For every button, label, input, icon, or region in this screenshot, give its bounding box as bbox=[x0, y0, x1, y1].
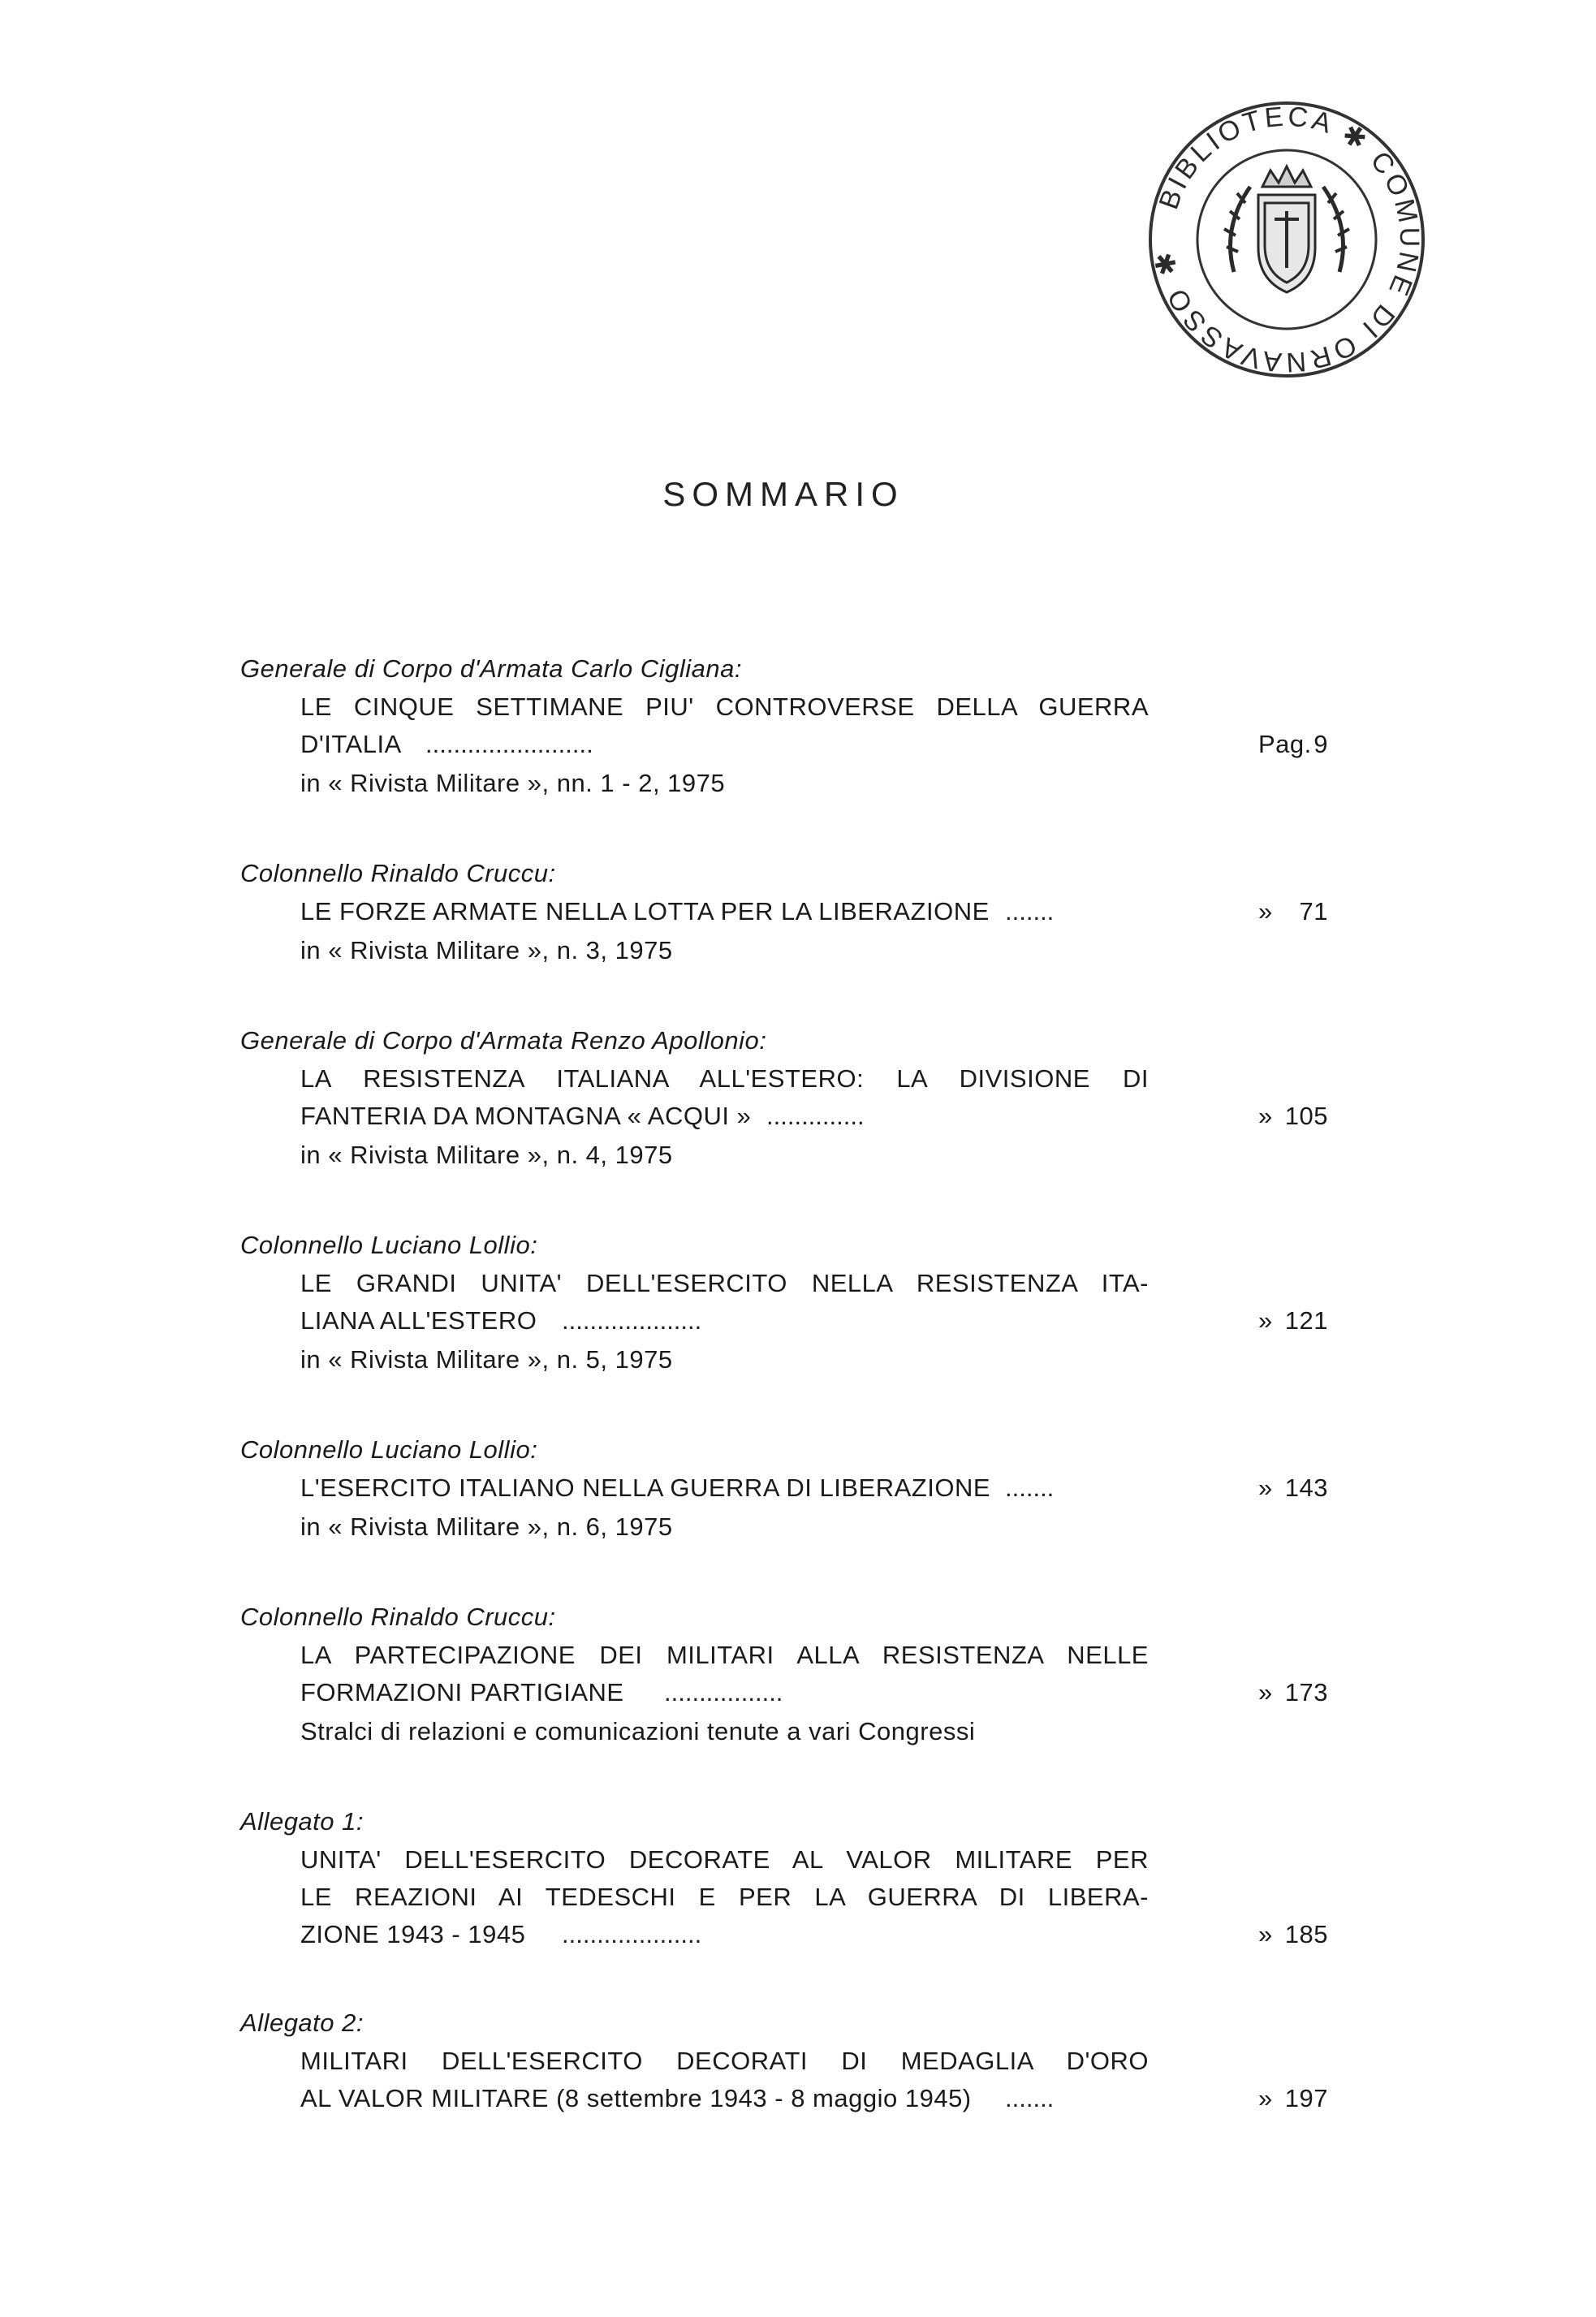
toc-entry bbox=[240, 854, 1328, 971]
page-marker: Pag. bbox=[1258, 730, 1312, 758]
entry-author: Generale di Corpo d'Armata Carlo Cigliana: bbox=[240, 654, 742, 683]
entry-title-text: ZIONE 1943 - 1945 bbox=[300, 1920, 526, 1948]
dot-leader: ....... bbox=[1005, 2084, 1055, 2112]
entry-title-line: LA RESISTENZA ITALIANA ALL'ESTERO: LA DIVISIONE DI bbox=[300, 1064, 1149, 1093]
entry-title-last-line bbox=[300, 1469, 1328, 1507]
entry-source: Stralci di relazioni e comunicazioni tenute a vari Congressi bbox=[300, 1717, 976, 1745]
page-marker: » bbox=[1258, 1473, 1273, 1502]
entry-title-text: LE FORZE ARMATE NELLA LOTTA PER LA LIBERAZIONE bbox=[300, 897, 990, 926]
entry-title-line: LE REAZIONI AI TEDESCHI E PER LA GUERRA DI LIBERA- bbox=[300, 1883, 1149, 1911]
toc-entry bbox=[240, 2004, 1328, 2117]
entry-author: Generale di Corpo d'Armata Renzo Apollonio: bbox=[240, 1026, 767, 1055]
entry-title-line: LE CINQUE SETTIMANE PIU' CONTROVERSE DELLA GUERRA bbox=[300, 693, 1149, 721]
coat-of-arms-icon bbox=[1224, 166, 1349, 292]
entry-author: Allegato 2: bbox=[240, 2008, 364, 2037]
dot-leader: .................... bbox=[562, 1920, 702, 1948]
page-marker: » bbox=[1258, 1102, 1273, 1130]
entry-source: in « Rivista Militare », n. 3, 1975 bbox=[300, 936, 673, 964]
toc-entry bbox=[240, 1226, 1328, 1380]
dot-leader: ....... bbox=[1005, 1473, 1055, 1502]
entry-title-last-line bbox=[300, 1916, 1328, 1953]
page-marker: » bbox=[1258, 1920, 1273, 1948]
table-of-contents bbox=[240, 649, 1328, 2168]
entry-title-last-line bbox=[300, 1302, 1328, 1340]
dot-leader: .................... bbox=[562, 1306, 702, 1335]
entry-title-line: MILITARI DELL'ESERCITO DECORATI DI MEDAGLIA D'ORO bbox=[300, 2047, 1149, 2075]
toc-entry bbox=[240, 1430, 1328, 1547]
page-number: 71 bbox=[1299, 897, 1328, 926]
entry-title-text: AL VALOR MILITARE (8 settembre 1943 - 8 maggio 1945) bbox=[300, 2084, 972, 2112]
dot-leader: ........................ bbox=[425, 730, 593, 758]
dot-leader: ................. bbox=[664, 1678, 783, 1706]
entry-author: Colonnello Luciano Lollio: bbox=[240, 1435, 538, 1464]
page-number: 9 bbox=[1313, 730, 1328, 758]
toc-entry bbox=[240, 649, 1328, 804]
entry-title-line: UNITA' DELL'ESERCITO DECORATE AL VALOR MILITARE PER bbox=[300, 1845, 1149, 1874]
entry-title-last-line bbox=[300, 1098, 1328, 1135]
page-number: 197 bbox=[1284, 2084, 1328, 2112]
page-number: 121 bbox=[1284, 1306, 1328, 1335]
toc-entry bbox=[240, 1598, 1328, 1752]
page-marker: » bbox=[1258, 1306, 1273, 1335]
entry-title-text: D'ITALIA bbox=[300, 730, 402, 758]
entry-title-text: L'ESERCITO ITALIANO NELLA GUERRA DI LIBERAZIONE bbox=[300, 1473, 991, 1502]
entry-author: Colonnello Rinaldo Cruccu: bbox=[240, 859, 556, 887]
page-number: 173 bbox=[1284, 1678, 1328, 1706]
page-title: SOMMARIO bbox=[662, 475, 904, 513]
dot-leader: .............. bbox=[766, 1102, 865, 1130]
toc-entry bbox=[240, 1802, 1328, 1953]
entry-title-text: LIANA ALL'ESTERO bbox=[300, 1306, 537, 1335]
entry-title-last-line bbox=[300, 1674, 1328, 1711]
entry-source: in « Rivista Militare », n. 6, 1975 bbox=[300, 1512, 673, 1541]
page-number: 105 bbox=[1284, 1102, 1328, 1130]
entry-source: in « Rivista Militare », n. 5, 1975 bbox=[300, 1345, 673, 1374]
entry-title-last-line bbox=[300, 726, 1328, 763]
entry-title-line: LA PARTECIPAZIONE DEI MILITARI ALLA RESISTENZA NELLE bbox=[300, 1641, 1149, 1669]
page-marker: » bbox=[1258, 897, 1273, 926]
entry-author: Colonnello Luciano Lollio: bbox=[240, 1231, 538, 1259]
entry-source: in « Rivista Militare », n. 4, 1975 bbox=[300, 1141, 673, 1169]
page-number: 185 bbox=[1284, 1920, 1328, 1948]
entry-title-last-line bbox=[300, 2080, 1328, 2117]
library-stamp bbox=[1137, 97, 1437, 382]
entry-author: Allegato 1: bbox=[240, 1807, 364, 1836]
entry-title-line: LE GRANDI UNITA' DELL'ESERCITO NELLA RESISTENZA ITA- bbox=[300, 1269, 1149, 1297]
svg-text:BIBLIOTECA ✱ COMUNE DI ORNAVAS: BIBLIOTECA ✱ COMUNE DI ORNAVASSO ✱ bbox=[1148, 101, 1426, 378]
page-marker: » bbox=[1258, 2084, 1273, 2112]
entry-title-last-line bbox=[300, 893, 1328, 930]
entry-title-text: FANTERIA DA MONTAGNA « ACQUI » bbox=[300, 1102, 752, 1130]
dot-leader: ....... bbox=[1005, 897, 1055, 926]
entry-source: in « Rivista Militare », nn. 1 - 2, 1975 bbox=[300, 769, 726, 797]
page-marker: » bbox=[1258, 1678, 1273, 1706]
entry-author: Colonnello Rinaldo Cruccu: bbox=[240, 1603, 556, 1631]
entry-title-text: FORMAZIONI PARTIGIANE bbox=[300, 1678, 624, 1706]
toc-entry bbox=[240, 1021, 1328, 1176]
page-number: 143 bbox=[1284, 1473, 1328, 1502]
